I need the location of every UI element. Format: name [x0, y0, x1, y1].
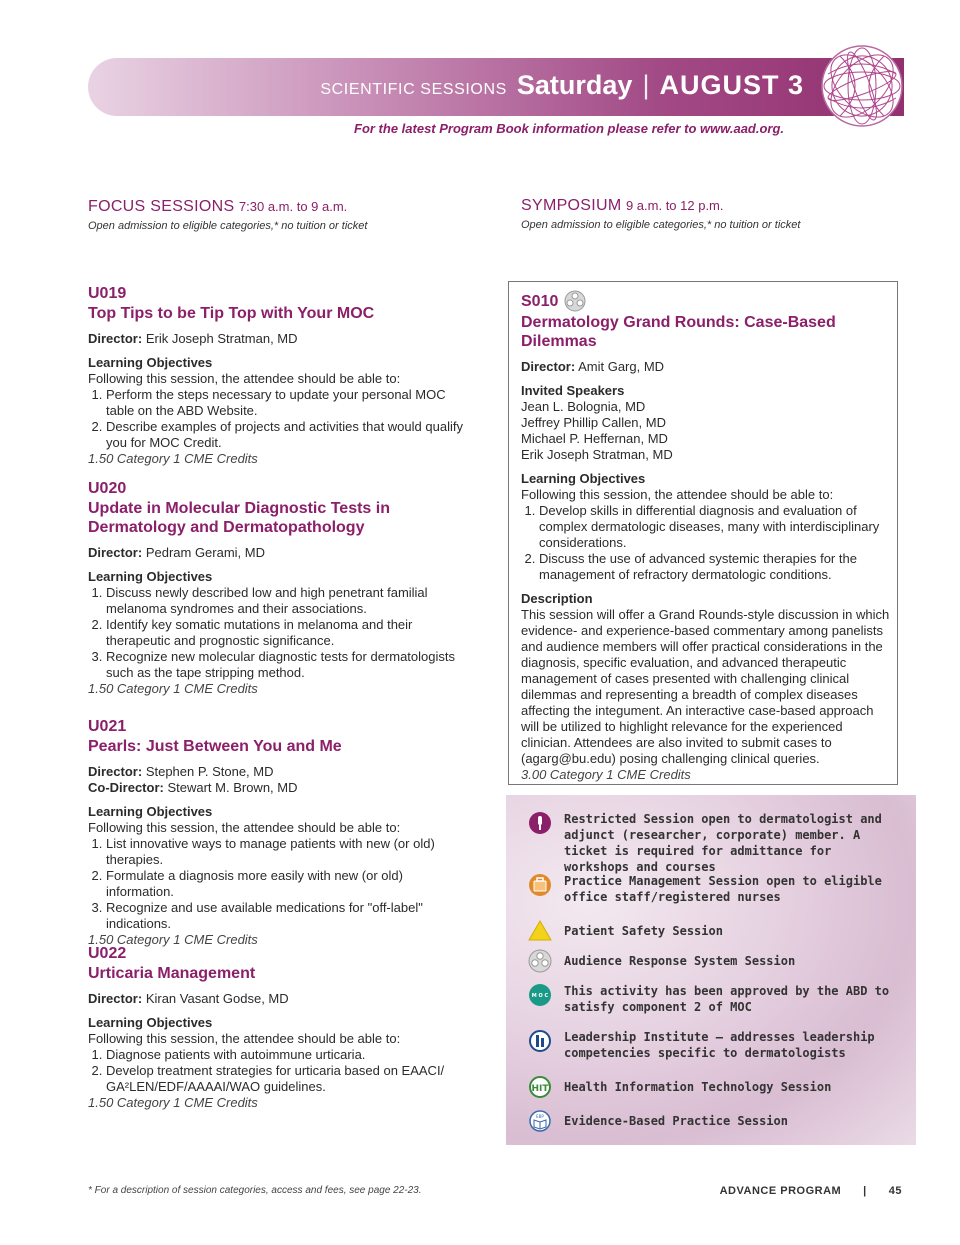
objectives-list [88, 1047, 468, 1095]
objectives-intro: Following this session, the attendee should be able to: [88, 1031, 401, 1046]
objective-item: 1. List innovative ways to manage patients with new (or old) therapies. [106, 836, 468, 868]
session-director: Director: Stephen P. Stone, MD [88, 764, 274, 779]
session-u021 [88, 717, 468, 948]
cme-credit: 1.50 Category 1 CME Credits [88, 932, 258, 947]
audience-response-icon [564, 290, 586, 312]
page-footer [720, 1185, 902, 1197]
session-code-row [521, 290, 891, 312]
legend-item [528, 919, 894, 943]
session-title: Dermatology Grand Rounds: Case-Based Dilemmas [521, 314, 836, 350]
session-s010 [521, 290, 891, 783]
session-code: U019 [88, 285, 127, 302]
speaker-name: Erik Joseph Stratman, MD [521, 447, 673, 462]
session-code: U020 [88, 480, 127, 497]
objectives-heading: Learning Objectives [88, 355, 213, 370]
objective-item: 3. Recognize and use available medications for "off-label" indications. [106, 900, 468, 932]
page-number: 45 [888, 1185, 902, 1197]
title-separator: | [642, 70, 650, 100]
program-notice: For the latest Program Book information please refer to www.aad.org. [354, 121, 785, 136]
session-director: Director: Amit Garg, MD [521, 359, 665, 374]
symposium-subtitle: Open admission to eligible categories,* no tuition or ticket [521, 219, 801, 231]
focus-title: FOCUS SESSIONS [88, 198, 235, 215]
session-code: U021 [88, 718, 127, 735]
cme-credit: 1.50 Category 1 CME Credits [88, 1095, 258, 1110]
objectives-intro: Following this session, the attendee should be able to: [88, 371, 401, 386]
symposium-title: SYMPOSIUM [521, 197, 622, 214]
objective-item: 2. Discuss the use of advanced systemic therapies for the management of refractory dermatologic conditions. [539, 551, 891, 583]
description-heading: Description [521, 591, 593, 606]
date-label: AUGUST 3 [659, 70, 804, 100]
session-director: Director: Erik Joseph Stratman, MD [88, 331, 298, 346]
globe-logo-icon [820, 44, 904, 128]
session-code: S010 [521, 292, 559, 310]
legend-text: Leadership Institute — addresses leadership competencies specific to dermatologists [564, 1030, 875, 1060]
session-code: U022 [88, 945, 127, 962]
legend-item [528, 1075, 894, 1099]
legend-item [528, 873, 894, 905]
legend-text: Patient Safety Session [564, 924, 723, 938]
header-banner [88, 58, 904, 116]
objective-item: 3. Recognize new molecular diagnostic tests for dermatologists such as the tape stripping method. [106, 649, 468, 681]
objective-item: 1. Develop skills in differential diagnosis and evaluation of complex dermatologic diseases, many with interdisciplinary considerations. [539, 503, 891, 551]
svg-text:M O C: M O C [531, 993, 549, 999]
focus-sessions-header [88, 198, 367, 232]
objective-item: 2. Describe examples of projects and activities that would qualify you for MOC Credit. [106, 419, 468, 451]
objective-item: 2. Develop treatment strategies for urticaria based on EAACI/ GA²LEN/EDF/AAAAI/WAO guidelines. [106, 1063, 468, 1095]
legend-text: Practice Management Session open to eligible office staff/registered nurses [564, 874, 882, 904]
session-codirector: Co-Director: Stewart M. Brown, MD [88, 780, 298, 795]
legend-text: This activity has been approved by the ABD to satisfy component 2 of MOC [564, 984, 890, 1014]
audience-response-icon [528, 949, 552, 973]
footer-separator: | [863, 1185, 867, 1197]
symposium-header [521, 197, 800, 231]
speaker-name: Jeffrey Phillip Callen, MD [521, 415, 666, 430]
hit-icon [528, 1075, 552, 1099]
objectives-heading: Learning Objectives [88, 1015, 213, 1030]
practice-management-icon [528, 873, 552, 897]
session-title: Urticaria Management [88, 965, 256, 982]
legend-item [528, 949, 894, 973]
publication-name: ADVANCE PROGRAM [719, 1185, 842, 1197]
objective-item: 1. Discuss newly described low and high penetrant familial melanoma syndromes and their associations. [106, 585, 468, 617]
objectives-heading: Learning Objectives [88, 804, 213, 819]
objective-item: 2. Formulate a diagnosis more easily with new (or old) information. [106, 868, 468, 900]
svg-text:EBP: EBP [536, 1114, 544, 1119]
objectives-heading: Learning Objectives [88, 569, 213, 584]
objectives-intro: Following this session, the attendee should be able to: [88, 820, 401, 835]
banner-title [320, 70, 804, 101]
footnote: * For a description of session categories, access and fees, see page 22-23. [88, 1185, 422, 1196]
leadership-icon [528, 1029, 552, 1053]
speakers-heading: Invited Speakers [521, 383, 625, 398]
moc-icon [528, 983, 552, 1007]
session-u022 [88, 944, 468, 1111]
day-label: Saturday [516, 70, 633, 100]
ebp-icon [528, 1109, 552, 1133]
description-text: This session will offer a Grand Rounds-style discussion in which evidence- and experience-based commentary among panelists and audience members will offer practical considerations in the diagnosis, specific evaluation, and advanced therapeutic management of cases presented with challenging clinical dilemmas and representing a breadth of complex diseases affecting the integument. An interactive case-based approach will be utilized to highlight relevance for the experienced clinician. Attendees are also invited to submit cases to (agarg@bu.edu) posing challenging clinical queries. [521, 607, 890, 766]
cme-credit: 1.50 Category 1 CME Credits [88, 451, 258, 466]
symposium-time: 9 a.m. to 12 p.m. [625, 198, 724, 213]
legend-text: Restricted Session open to dermatologist and adjunct (researcher, corporate) member. A ticket is required for admittance for workshops and courses [564, 812, 882, 874]
focus-time: 7:30 a.m. to 9 a.m. [238, 199, 348, 214]
objective-item: 1. Diagnose patients with autoimmune urticaria. [106, 1047, 468, 1063]
session-title: Update in Molecular Diagnostic Tests in Dermatology and Dermatopathology [88, 500, 390, 536]
cme-credit: 1.50 Category 1 CME Credits [88, 681, 258, 696]
objectives-heading: Learning Objectives [521, 471, 646, 486]
restricted-icon [528, 811, 552, 835]
patient-safety-icon [528, 919, 552, 943]
section-label: SCIENTIFIC SESSIONS [320, 81, 507, 98]
cme-credit: 3.00 Category 1 CME Credits [521, 767, 691, 782]
legend-item [528, 811, 894, 875]
objectives-list [88, 836, 468, 932]
speaker-name: Michael P. Heffernan, MD [521, 431, 668, 446]
session-u019 [88, 284, 468, 467]
objectives-list [88, 387, 468, 451]
legend-text: Audience Response System Session [564, 954, 796, 968]
session-director: Director: Pedram Gerami, MD [88, 545, 266, 560]
objectives-intro: Following this session, the attendee should be able to: [521, 487, 834, 502]
objectives-list [521, 503, 891, 583]
objectives-list [88, 585, 468, 681]
symposium-s010-box [508, 281, 898, 785]
focus-subtitle: Open admission to eligible categories,* no tuition or ticket [88, 220, 368, 232]
svg-text:HIT: HIT [531, 1084, 549, 1094]
legend-text: Health Information Technology Session [564, 1080, 832, 1094]
legend-text: Evidence-Based Practice Session [564, 1114, 788, 1128]
session-title: Top Tips to be Tip Top with Your MOC [88, 305, 375, 322]
speaker-name: Jean L. Bolognia, MD [521, 399, 646, 414]
objective-item: 1. Perform the steps necessary to update your personal MOC table on the ABD Website. [106, 387, 468, 419]
legend-item [528, 983, 894, 1015]
legend-item [528, 1029, 894, 1061]
session-u020 [88, 479, 468, 697]
objective-item: 2. Identify key somatic mutations in melanoma and their therapeutic and prognostic significance. [106, 617, 468, 649]
session-title: Pearls: Just Between You and Me [88, 738, 342, 755]
legend-item [528, 1109, 894, 1133]
session-director: Director: Kiran Vasant Godse, MD [88, 991, 289, 1006]
session-icon-legend [506, 795, 916, 1145]
